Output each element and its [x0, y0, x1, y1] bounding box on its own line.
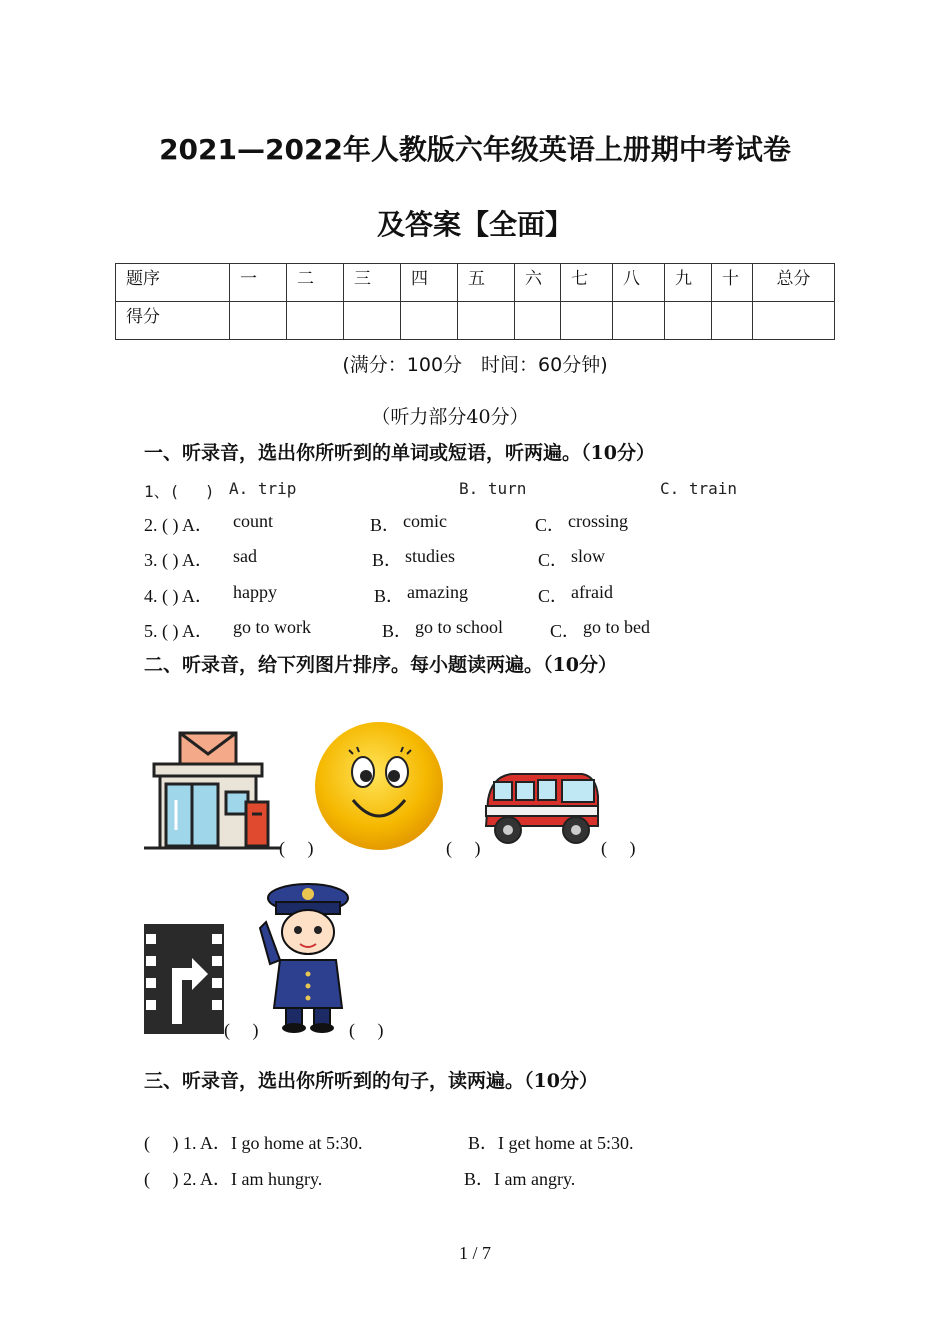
score-cell[interactable] [665, 302, 712, 340]
header-cell: 五 [458, 264, 515, 302]
score-cell[interactable] [561, 302, 613, 340]
score-cell[interactable] [344, 302, 401, 340]
score-row-label: 得分 [116, 302, 230, 340]
q1-option-b: B. turn [459, 479, 527, 498]
blank-bus[interactable]: ( ) [601, 838, 636, 858]
q3-b-label: B． [372, 550, 403, 570]
s3-q1-option-a: ( ) 1. A．I go home at 5:30. [144, 1133, 363, 1153]
q3-option-a: sad [233, 546, 257, 566]
score-cell[interactable] [458, 302, 515, 340]
q4-option-a: happy [233, 582, 277, 602]
q4-c-label: C． [538, 586, 569, 606]
q2-option-c: crossing [568, 511, 628, 531]
score-cell[interactable] [753, 302, 835, 340]
score-cell[interactable] [712, 302, 753, 340]
blank-turn-right[interactable]: ( ) [224, 1020, 259, 1040]
q1-option-a: A. trip [229, 479, 297, 498]
header-cell: 十 [712, 264, 753, 302]
header-cell: 二 [287, 264, 344, 302]
section2-title: 二、听录音，给下列图片排序。每小题读两遍。（10分） [144, 654, 617, 676]
q3-option-c: slow [571, 546, 606, 566]
header-cell: 题序 [116, 264, 230, 302]
score-table [115, 263, 835, 340]
q4-prefix: 4. ( ) A． [144, 586, 213, 606]
header-cell: 六 [515, 264, 561, 302]
q4-option-c: afraid [571, 582, 613, 602]
score-cell[interactable] [230, 302, 287, 340]
q1-prefix: 1、( ) [144, 482, 215, 501]
header-cell: 一 [230, 264, 287, 302]
header-cell: 七 [561, 264, 613, 302]
s3-q2-option-b: B．I am angry. [464, 1169, 576, 1189]
q5-c-label: C． [550, 621, 581, 641]
q5-option-a: go to work [233, 617, 311, 637]
page-title-line2: 及答案【全面】 [376, 208, 573, 241]
score-cell[interactable] [287, 302, 344, 340]
bus-picture [482, 770, 602, 850]
header-cell: 九 [665, 264, 712, 302]
q5-prefix: 5. ( ) A． [144, 621, 213, 641]
score-table-score-row [116, 302, 835, 340]
s3-q1-option-b: B．I get home at 5:30. [468, 1133, 634, 1153]
q2-b-label: B． [370, 515, 401, 535]
header-cell: 四 [401, 264, 458, 302]
q2-option-a: count [233, 511, 273, 531]
score-table-header-row [116, 264, 835, 302]
exam-meta: (满分：100分 时间：60分钟) [342, 354, 608, 376]
blank-police[interactable]: ( ) [349, 1020, 384, 1040]
score-cell[interactable] [401, 302, 458, 340]
q5-b-label: B． [382, 621, 413, 641]
q2-option-b: comic [403, 511, 447, 531]
header-cell: 三 [344, 264, 401, 302]
q4-b-label: B． [374, 586, 405, 606]
post-office-picture [144, 730, 280, 852]
police-officer-picture [258, 880, 352, 1034]
section3-title: 三、听录音，选出你所听到的句子，读两遍。（10分） [144, 1070, 598, 1092]
q2-c-label: C． [535, 515, 566, 535]
q3-c-label: C． [538, 550, 569, 570]
q1-option-c: C. train [660, 479, 738, 498]
smiley-face-picture [313, 720, 445, 852]
blank-smiley[interactable]: ( ) [446, 838, 481, 858]
q2-prefix: 2. ( ) A． [144, 515, 213, 535]
section1-title: 一、听录音，选出你所听到的单词或短语，听两遍。（10分） [144, 442, 655, 464]
header-cell: 八 [613, 264, 665, 302]
s3-q2-option-a: ( ) 2. A．I am hungry. [144, 1169, 323, 1189]
header-cell: 总分 [753, 264, 835, 302]
q5-option-b: go to school [415, 617, 503, 637]
score-cell[interactable] [515, 302, 561, 340]
q3-option-b: studies [405, 546, 456, 566]
page-title-line1: 2021—2022年人教版六年级英语上册期中考试卷 [159, 133, 791, 166]
q5-option-c: go to bed [583, 617, 650, 637]
q3-prefix: 3. ( ) A． [144, 550, 213, 570]
turn-right-sign-picture [144, 924, 224, 1034]
page-number: 1 / 7 [458, 1243, 491, 1263]
listening-header: （听力部分40分） [371, 406, 529, 428]
blank-post-office[interactable]: ( ) [279, 838, 314, 858]
score-cell[interactable] [613, 302, 665, 340]
q4-option-b: amazing [407, 582, 468, 602]
